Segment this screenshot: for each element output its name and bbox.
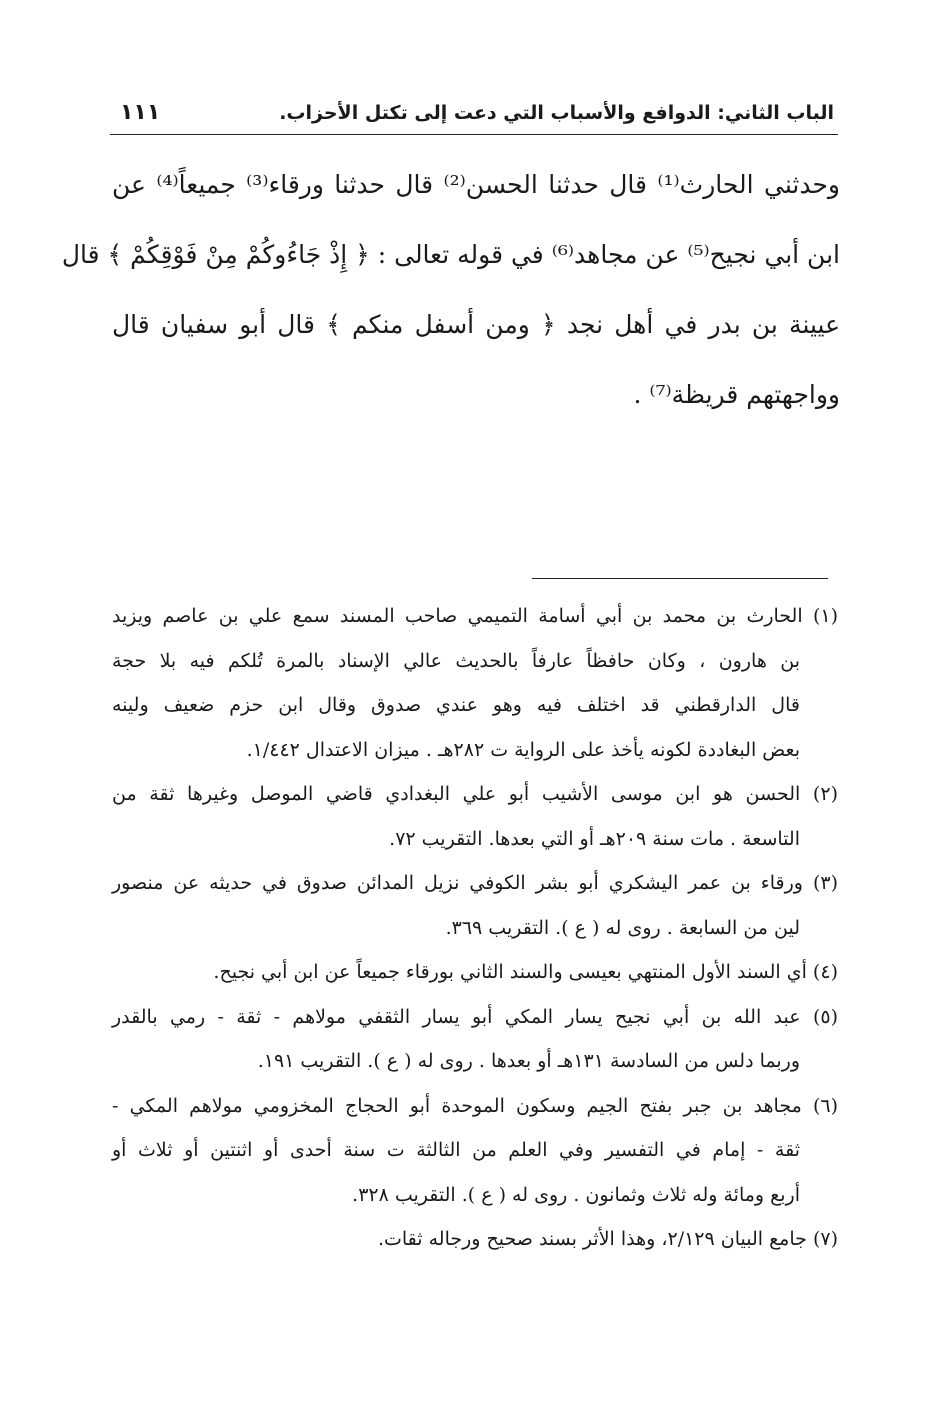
footnote-separator [532, 578, 828, 579]
main-line: وحدثني الحارث⁽¹⁾ قال حدثنا الحسن⁽²⁾ قال حدثنا ورقاء⁽³⁾ جميعاً⁽⁴⁾ عن [112, 170, 840, 199]
footnote-line: بن هارون ، وكان حافظاً عارفاً بالحديث عالي الإسناد بالمرة تُلكم فيه بلا حجة [112, 649, 800, 672]
footnote-line: وربما دلس من السادسة ١٣١هـ أو بعدها . روى له ( ع ). التقريب ١٩١. [257, 1050, 800, 1072]
footnote-line: (٦) مجاهد بن جبر بفتح الجيم وسكون الموحدة أبو الحجاج المخزومي مولاهم المكي - [112, 1094, 838, 1117]
footnote-line: (١) الحارث بن محمد بن أبي أسامة التميمي صاحب المسند سمع علي بن عاصم ويزيد [112, 605, 838, 627]
footnote-line: بعض البغاددة لكونه يأخذ على الرواية ت ٢٨٢هـ . ميزان الاعتدال ١/٤٤٢. [246, 738, 800, 761]
chapter-title: الباب الثاني: الدوافع والأسباب التي دعت إلى تكتل الأحزاب. [279, 102, 834, 124]
footnote-line: التاسعة . مات سنة ٢٠٩هـ أو التي بعدها. التقريب ٧٢. [389, 827, 800, 850]
main-paragraph [61, 150, 840, 430]
footnote-line: (٣) ورقاء بن عمر اليشكري أبو بشر الكوفي نزيل المدائن صدوق في حديثه عن منصور [112, 872, 838, 894]
footnotes [112, 594, 838, 1262]
footnote-line: (٧) جامع البيان ٢/١٢٩، وهذا الأثر بسند صحيح ورجاله ثقات. [377, 1228, 838, 1250]
footnote-line: أربع ومائة وله ثلاث وثمانون . روى له ( ع ). التقريب ٣٢٨. [352, 1183, 800, 1206]
page-header [110, 100, 838, 135]
footnote-line: (٥) عبد الله بن أبي نجيح يسار المكي أبو يسار الثقفي مولاهم - ثقة - رمي بالقدر [112, 1005, 838, 1028]
footnote-line: (٤) أي السند الأول المنتهي بعيسى والسند الثاني بورقاء جميعاً عن ابن أبي نجيح. [213, 961, 838, 983]
footnote-line: ثقة - إمام في التفسير وفي العلم من الثالثة ت سنة أحدى أو اثنتين أو ثلاث أو [112, 1139, 800, 1161]
footnote-line: قال الدارقطني قد اختلف فيه وهو عندي صدوق وقال ابن حزم ضعيف ولينه [112, 694, 800, 716]
main-line: وواجهتهم قريظة⁽⁷⁾ . [633, 380, 840, 409]
page-number: ١١١ [120, 100, 161, 125]
footnote-line: (٢) الحسن هو ابن موسى الأشيب أبو علي البغدادي قاضي الموصل وغيرها ثقة من [112, 783, 838, 805]
main-line: ابن أبي نجيح⁽⁵⁾ عن مجاهد⁽⁶⁾ في قوله تعالى : ﴿ إِذْ جَاءُوكُمْ مِنْ فَوْقِكُمْ ﴾ قال [61, 240, 840, 269]
footnote-line: لين من السابعة . روى له ( ع ). التقريب ٣٦٩. [445, 916, 800, 939]
main-line: عيينة بن بدر في أهل نجد ﴿ ومن أسفل منكم ﴾ قال أبو سفيان قال [112, 310, 840, 339]
